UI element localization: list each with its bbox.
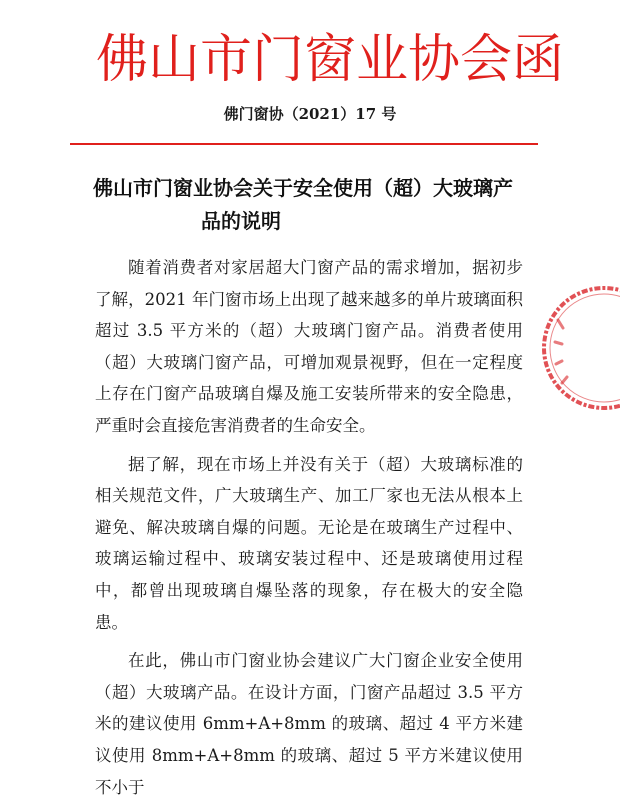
body-paragraph-3: 在此，佛山市门窗业协会建议广大门窗企业安全使用（超）大玻璃产品。在设计方面，门窗产品超过 3.5 平方米的建议使用 6mm+A+8mm 的玻璃、超过 4 平方米建议使用 8mm+A+8mm 的玻璃、超过 5 平方米建议使用不小于 — [95, 651, 523, 797]
official-seal-stamp — [500, 282, 620, 414]
document-title-line-2: 品的说明 — [201, 209, 281, 233]
body-paragraph-2: 据了解，现在市场上并没有关于（超）大玻璃标准的相关规范文件，广大玻璃生产、加工厂家也无法从根本上避免、解决玻璃自爆的问题。无论是在玻璃生产过程中、玻璃运输过程中、玻璃安装过程中、还是玻璃使用过程中，都曾出现玻璃自爆坠落的现象，存在极大的安全隐患。 — [95, 454, 523, 632]
document-title — [93, 172, 533, 238]
document-title-line-1: 佛山市门窗业协会关于安全使用（超）大玻璃产 — [93, 176, 513, 200]
document-body — [95, 252, 523, 803]
seal-outer-ring — [544, 288, 620, 408]
letterhead-title: 佛山市门窗业协会函 — [96, 30, 565, 90]
body-paragraph-1: 随着消费者对家居超大门窗产品的需求增加，据初步了解，2021 年门窗市场上出现了越来越多的单片玻璃面积超过 3.5 平方米的（超）大玻璃门窗产品。消费者使用（超）大玻璃门窗产品，可增加观景视野，但在一定程度上存在门窗产品玻璃自爆及施工安装所带来的安全隐患，严重时会直接危害消费者的生命安全。 — [95, 258, 523, 435]
red-divider-rule — [70, 143, 538, 145]
document-number: 佛门窗协（2021）17 号 — [223, 105, 397, 123]
seal-inner-ring — [550, 294, 620, 402]
seal-stamp-graphic — [500, 282, 620, 414]
